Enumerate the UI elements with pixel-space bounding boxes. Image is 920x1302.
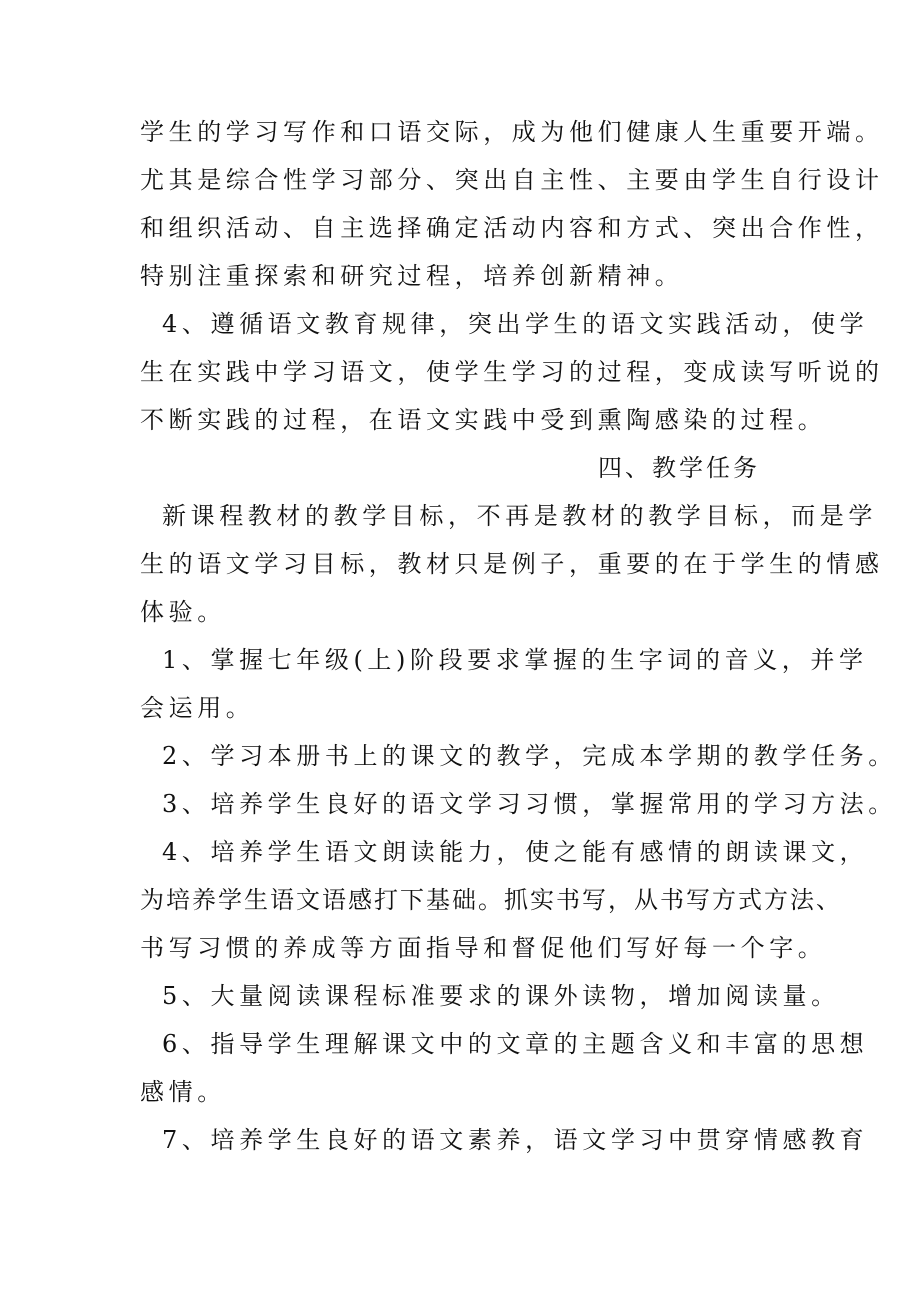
text-line: 为培养学生语文语感打下基础。抓实书写，从书写方式方法、 [140,886,842,914]
list-item-text: 6、指导学生理解课文中的文章的主题含义和丰富的思想 [162,1030,869,1058]
text-line: 不断实践的过程，在语文实践中受到熏陶感染的过程。 [140,406,827,434]
text-line: 和组织活动、自主选择确定活动内容和方式、突出合作性， [140,214,884,242]
text-line: 特别注重探索和研究过程，培养创新精神。 [140,262,684,290]
text-line: 体验。 [140,598,226,626]
list-item-text: 2、学习本册书上的课文的教学，完成本学期的教学任务。 [162,742,897,770]
list-item-text: 1、掌握七年级(上)阶段要求掌握的生字词的音义，并学 [162,646,868,674]
list-item-text: 3、培养学生良好的语文学习习惯，掌握常用的学习方法。 [162,790,897,818]
paragraph-text: 新课程教材的教学目标，不再是教材的教学目标，而是学 [162,502,877,530]
section-heading: 四、教学任务 [598,454,760,482]
text-line: 生的语文学习目标，教材只是例子，重要的在于学生的情感 [140,550,884,578]
text-line: 学生的学习写作和口语交际，成为他们健康人生重要开端。 [140,118,884,146]
text-line: 感情。 [140,1078,226,1106]
list-item-text: 4、培养学生语文朗读能力，使之能有感情的朗读课文， [162,838,869,866]
list-item-text: 5、大量阅读课程标准要求的课外读物，增加阅读量。 [162,982,840,1010]
list-item-text: 4、遵循语文教育规律，突出学生的语文实践活动，使学 [162,310,869,338]
text-line: 生在实践中学习语文，使学生学习的过程，变成读写听说的 [140,358,884,386]
list-item-text: 7、培养学生良好的语文素养，语文学习中贯穿情感教育 [162,1126,869,1154]
text-line: 书写习惯的养成等方面指导和督促他们写好每一个字。 [140,934,827,962]
text-line: 尤其是综合性学习部分、突出自主性、主要由学生自行设计 [140,166,884,194]
text-line: 会运用。 [140,694,255,722]
